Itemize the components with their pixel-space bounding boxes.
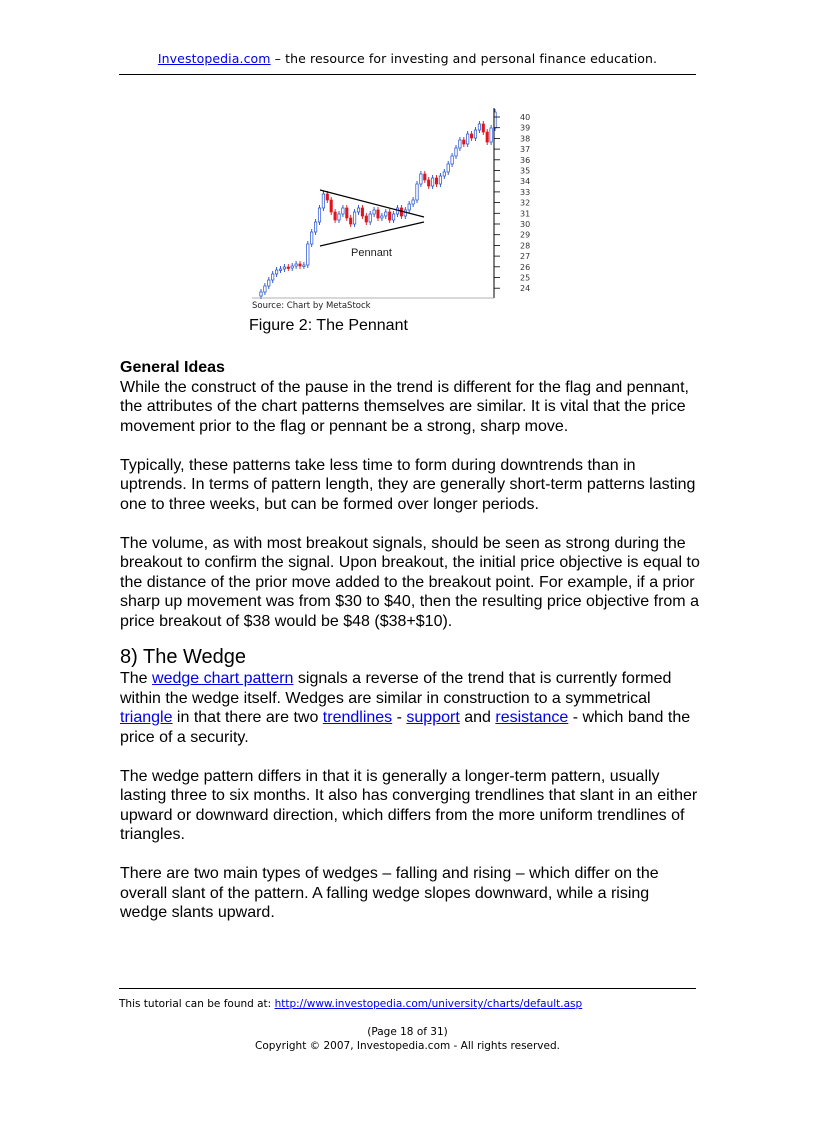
wedge-chart-pattern-link[interactable]: wedge chart pattern: [152, 670, 294, 687]
candle-body: [365, 216, 367, 222]
pennant-figure: [248, 104, 531, 312]
candle-body: [307, 244, 309, 265]
candle-body: [447, 164, 449, 172]
candle-body: [467, 134, 469, 144]
candle-body: [404, 210, 406, 216]
trendlines-link[interactable]: trendlines: [322, 709, 393, 726]
candle-body: [400, 208, 402, 216]
candle-body: [264, 286, 266, 292]
candle-body: [268, 280, 270, 286]
general-ideas-paragraph-2: Typically, these patterns take less time to form during downtrends than in uptrends. In terms of pattern length, they are generally short-term patterns lasting one to three weeks, but can be formed over longer periods.: [120, 456, 696, 513]
y-tick-label: 33: [520, 187, 531, 197]
candle-body: [299, 264, 301, 266]
candle-body: [350, 218, 352, 224]
header-divider: [119, 74, 696, 75]
y-tick-label: 36: [520, 155, 531, 165]
general-ideas-heading: General Ideas: [120, 359, 225, 376]
candle-body: [420, 174, 422, 184]
footer-divider: [119, 988, 696, 989]
candle-body: [342, 208, 344, 214]
candle-body: [275, 270, 277, 274]
candle-body: [260, 292, 262, 296]
chart-source: Source: Chart by MetaStock: [252, 301, 371, 311]
candle-body: [322, 194, 324, 208]
candle-body: [385, 212, 387, 216]
general-ideas-paragraph-3: The volume, as with most breakout signals, should be seen as strong during the breakout to confirm the signal. Upon breakout, the initial price objective is equal to the distance of the prior move added to the breakout point. For example, if a prior sharp up movement was from $30 to $40, then the resulting price objective from a price breakout of $38 would be $48 ($38+$10).: [120, 534, 700, 630]
tutorial-url-link[interactable]: http://www.investopedia.com/university/charts/default.asp: [274, 998, 583, 1010]
candle-body: [478, 124, 480, 130]
candle-body: [295, 264, 297, 266]
y-tick-label: 31: [520, 209, 531, 219]
candle-body: [357, 208, 359, 212]
candle-body: [463, 140, 465, 144]
candle-body: [392, 214, 394, 220]
triangle-link[interactable]: triangle: [120, 709, 173, 726]
candle-body: [455, 148, 457, 156]
candle-body: [451, 156, 453, 164]
pennant-lower-trendline: [320, 222, 424, 246]
candle-body: [412, 200, 414, 204]
candle-body: [443, 172, 445, 176]
candle-body: [369, 214, 371, 222]
candle-body: [377, 210, 379, 218]
y-tick-label: 39: [520, 123, 531, 133]
wedge-paragraph-2: The wedge pattern differs in that it is generally a longer-term pattern, usually lasting three to six months. It also has converging trendlines that slant in an either upward or downward direction, which differs from the more uniform trendlines of triangles.: [120, 767, 698, 843]
candle-body: [353, 212, 355, 224]
candle-body: [439, 176, 441, 184]
candle-body: [373, 210, 375, 214]
candle-body: [326, 194, 328, 200]
candle-body: [428, 180, 430, 186]
candle-body: [482, 124, 484, 132]
candle-body: [346, 208, 348, 218]
candle-body: [291, 266, 293, 268]
candle-body: [490, 128, 492, 142]
page-header: [119, 51, 696, 66]
general-ideas-paragraph-1: While the construct of the pause in the trend is different for the flag and pennant, the attributes of the chart patterns themselves are similar. It is vital that the price movement prior to the flag or pennant be a strong, sharp move.: [120, 378, 689, 435]
y-tick-label: 28: [520, 241, 531, 251]
candle-body: [381, 216, 383, 218]
candle-body: [272, 274, 274, 280]
pennant-label: Pennant: [351, 247, 392, 259]
candle-body: [416, 184, 418, 200]
y-tick-label: 37: [520, 145, 531, 155]
candle-body: [330, 200, 332, 212]
candle-body: [474, 130, 476, 138]
candle-body: [486, 132, 488, 142]
candle-body: [408, 204, 410, 210]
candle-body: [424, 174, 426, 180]
y-tick-label: 24: [520, 284, 531, 294]
footer-tutorial: [119, 998, 582, 1010]
y-tick-label: 34: [520, 177, 531, 187]
candle-body: [361, 208, 363, 216]
y-tick-label: 38: [520, 134, 531, 144]
candle-body: [287, 267, 289, 269]
candle-body: [435, 178, 437, 184]
candle-body: [389, 212, 391, 220]
copyright: Copyright © 2007, Investopedia.com - All rights reserved.: [255, 1040, 560, 1052]
candle-body: [431, 178, 433, 186]
footer-tutorial-text: This tutorial can be found at:: [119, 998, 275, 1010]
support-link[interactable]: support: [406, 709, 460, 726]
figure-caption: Figure 2: The Pennant: [249, 317, 408, 334]
y-tick-label: 27: [520, 252, 531, 262]
wedge-paragraph-1: The wedge chart pattern signals a reverse of the trend that is currently formed within the wedge itself. Wedges are similar in construction to a symmetrical triangle in that there are two trendlines - support and resistance - which band the price of a security.: [120, 670, 691, 746]
candle-body: [396, 208, 398, 214]
wedge-paragraph-3: There are two main types of wedges – falling and rising – which differ on the overall slant of the pattern. A falling wedge slopes downward, while a rising wedge slants upward.: [120, 865, 659, 921]
wedge-heading: 8) The Wedge: [120, 646, 247, 668]
y-tick-label: 30: [520, 220, 531, 229]
y-tick-label: 32: [520, 198, 531, 208]
candle-body: [334, 212, 336, 220]
candle-body: [470, 134, 472, 138]
candle-body: [338, 214, 340, 220]
candle-body: [283, 267, 285, 269]
header-tagline: – the resource for investing and personal finance education.: [270, 51, 658, 66]
page-number: (Page 18 of 31): [367, 1026, 448, 1038]
candlestick-series: [260, 109, 496, 299]
main-content: [120, 358, 700, 942]
candle-body: [279, 269, 281, 271]
candle-body: [318, 208, 320, 222]
pennant-chart: [248, 104, 531, 312]
y-tick-label: 25: [520, 273, 531, 283]
y-tick-label: 26: [520, 262, 531, 272]
y-tick-label: 29: [520, 230, 531, 240]
y-axis-ticks: [494, 113, 530, 293]
y-tick-label: 40: [520, 113, 531, 122]
resistance-link[interactable]: resistance: [495, 709, 569, 726]
candle-body: [314, 222, 316, 232]
y-tick-label: 35: [520, 166, 531, 176]
candle-body: [311, 232, 313, 244]
footer-page-info: [119, 1025, 696, 1053]
candle-body: [303, 265, 305, 267]
investopedia-link[interactable]: Investopedia.com: [157, 51, 271, 66]
candle-body: [459, 140, 461, 148]
